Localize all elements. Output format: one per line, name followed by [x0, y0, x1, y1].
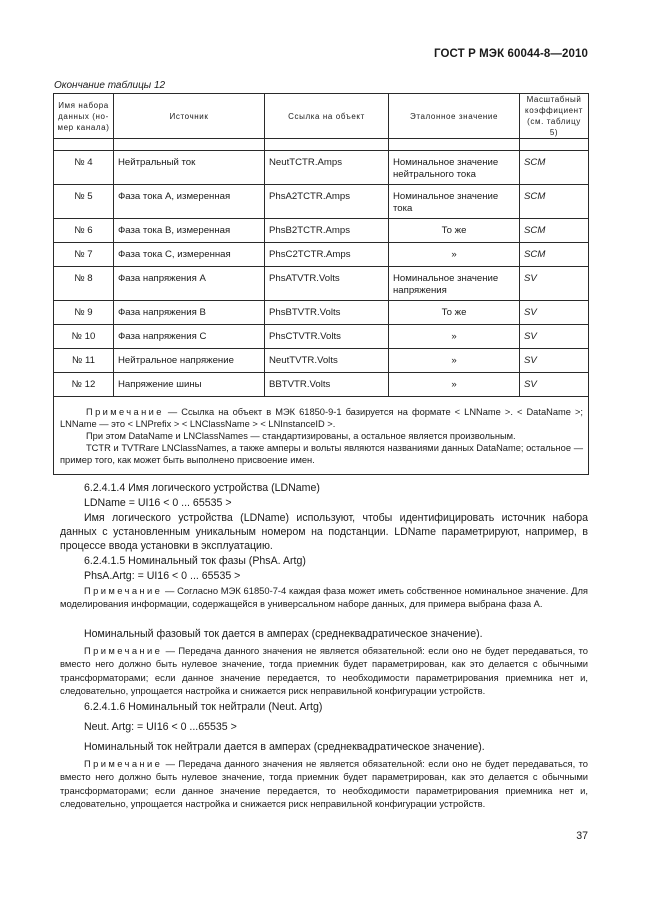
cell-object-ref: NeutTCTR.Amps: [265, 151, 389, 185]
cell-source: Нейтральное напряжение: [114, 349, 265, 373]
phase-current-text: Номинальный фазовый ток дается в амперах (среднеквадратическое значение).: [84, 628, 483, 640]
note-label-3: Примечание: [84, 645, 163, 656]
cell-scale-factor: SCM: [520, 185, 589, 219]
cell-source: Фаза тока С, измеренная: [114, 243, 265, 267]
col-header-reference-value: Эталонное значение: [389, 94, 520, 139]
note-label-4: Примечание: [84, 758, 163, 769]
note-phase-a: [60, 584, 588, 611]
cell-source: Фаза тока В, измеренная: [114, 219, 265, 243]
cell-scale-factor: SCM: [520, 243, 589, 267]
body-section-ldname: [60, 481, 588, 583]
table-row: [54, 349, 589, 373]
note-transmission-2: [60, 757, 588, 811]
heading-6-2-4-1-6: 6.2.4.1.6 Номинальный ток нейтрали (Neut. Artg): [84, 701, 323, 713]
col-header-scale-factor: Масштабный коэффициент (см. таблицу 5): [520, 94, 589, 139]
note-text-1: — Ссылка на объект в МЭК 61850-9-1 базируется на формате < LNName >. < DataName >; LNName — это < LNPrefix > < LNClassName > < LNInstanceID >.: [60, 407, 583, 429]
cell-reference-value: Номинальное значение напряжения: [389, 267, 520, 301]
note-transmission-1: [60, 644, 588, 698]
heading-6-2-4-1-4: 6.2.4.1.4 Имя логического устройства (LDName): [84, 482, 320, 494]
cell-dataset-number: № 4: [54, 151, 114, 185]
formula-neut-artg: Neut. Artg: = UI16 < 0 ...65535 >: [84, 721, 237, 733]
table-row: [54, 151, 589, 185]
cell-dataset-number: № 12: [54, 373, 114, 397]
note-label: Примечание: [86, 407, 164, 417]
cell-reference-value: То же: [389, 219, 520, 243]
cell-reference-value: »: [389, 325, 520, 349]
col-header-dataset: Имя набора данных (но- мер канала): [54, 94, 114, 139]
cell-object-ref: NeutTVTR.Volts: [265, 349, 389, 373]
cell-reference-value: »: [389, 243, 520, 267]
note-transmission-1-text: — Передача данного значения не является обязательной: если оно не будет передаваться, то вместо него должно быть нулевое значение, тогда приемник будет параметрирован, как это делается с обычными трансформаторами; если данное значение передается, то необходимости параметрирования приемника нет и, следовательно, упрощается настройка и снижается риск неправильной конфигурации устройств.: [60, 645, 589, 697]
cell-object-ref: PhsCTVTR.Volts: [265, 325, 389, 349]
cell-scale-factor: SCM: [520, 219, 589, 243]
formula-ldname: LDName = UI16 < 0 ... 65535 >: [84, 497, 232, 509]
cell-object-ref: PhsB2TCTR.Amps: [265, 219, 389, 243]
cell-source: Нейтральный ток: [114, 151, 265, 185]
cell-dataset-number: № 6: [54, 219, 114, 243]
formula-phsa-artg: PhsA.Artg: = UI16 < 0 ... 65535 >: [84, 570, 241, 582]
cell-reference-value: Номинальное значение нейтрального тока: [389, 151, 520, 185]
table-spacer-row: [54, 139, 589, 151]
cell-object-ref: PhsATVTR.Volts: [265, 267, 389, 301]
note-phase-a-text: — Согласно МЭК 61850-7-4 каждая фаза может иметь собственное номинальное значение. Для моделирования информации, содержащейся в универсальном наборе данных, для примера выбрана фаза А.: [60, 585, 588, 610]
cell-reference-value: »: [389, 373, 520, 397]
cell-dataset-number: № 7: [54, 243, 114, 267]
cell-dataset-number: № 10: [54, 325, 114, 349]
heading-6-2-4-1-5: 6.2.4.1.5 Номинальный ток фазы (PhsA. Artg): [84, 555, 306, 567]
cell-source: Фаза напряжения А: [114, 267, 265, 301]
table-row: [54, 301, 589, 325]
cell-dataset-number: № 11: [54, 349, 114, 373]
cell-scale-factor: SV: [520, 267, 589, 301]
body-section-neutral: [60, 700, 588, 754]
cell-scale-factor: SV: [520, 325, 589, 349]
col-header-source: Источник: [114, 94, 265, 139]
cell-object-ref: PhsA2TCTR.Amps: [265, 185, 389, 219]
cell-source: Фаза напряжения В: [114, 301, 265, 325]
cell-dataset-number: № 8: [54, 267, 114, 301]
table-caption: Окончание таблицы 12: [54, 80, 166, 91]
table-note: [54, 397, 589, 475]
cell-reference-value: Номинальное значение тока: [389, 185, 520, 219]
cell-object-ref: BBTVTR.Volts: [265, 373, 389, 397]
cell-object-ref: PhsBTVTR.Volts: [265, 301, 389, 325]
cell-source: Фаза тока А, измеренная: [114, 185, 265, 219]
note-text-2: При этом DataName и LNClassNames — стандартизированы, а остальное является произвольным.: [86, 431, 516, 441]
table-row: [54, 373, 589, 397]
note-label-2: Примечание: [84, 585, 163, 596]
cell-scale-factor: SV: [520, 349, 589, 373]
table-row: [54, 185, 589, 219]
table-row: [54, 243, 589, 267]
paragraph-ldname: Имя логического устройства (LDName) используют, чтобы идентифицировать источник набора данных с установленным уникальным номером на подстанции. LDName параметрируют, например, в процессе ввода установки в эксплуатацию.: [60, 512, 588, 552]
table-header-row: [54, 94, 589, 139]
paragraph-neutral-current: Номинальный ток нейтрали дается в амперах (среднеквадратическое значение).: [84, 741, 485, 753]
page-number: 37: [576, 830, 588, 842]
table-row: [54, 325, 589, 349]
cell-source: Напряжение шины: [114, 373, 265, 397]
data-table: [53, 93, 589, 475]
cell-object-ref: PhsC2TCTR.Amps: [265, 243, 389, 267]
cell-source: Фаза напряжения С: [114, 325, 265, 349]
standard-header: ГОСТ Р МЭК 60044-8—2010: [434, 48, 588, 60]
paragraph-phase-current: [60, 627, 588, 641]
cell-dataset-number: № 5: [54, 185, 114, 219]
table-row: [54, 267, 589, 301]
note-text-3: TCTR и TVTRare LNClassNames, а также амперы и вольты являются названиями данных DataName; остальное — пример того, как может быть выполнено присвоение имен.: [60, 443, 583, 465]
table-row: [54, 219, 589, 243]
cell-scale-factor: SCM: [520, 151, 589, 185]
table-note-row: [54, 397, 589, 475]
cell-reference-value: То же: [389, 301, 520, 325]
cell-dataset-number: № 9: [54, 301, 114, 325]
cell-reference-value: »: [389, 349, 520, 373]
col-header-object-ref: Ссылка на объект: [265, 94, 389, 139]
cell-scale-factor: SV: [520, 301, 589, 325]
cell-scale-factor: SV: [520, 373, 589, 397]
note-transmission-2-text: — Передача данного значения не является обязательной: если оно не будет передаваться, то вместо него должно быть нулевое значение, тогда приемник будет параметрирован, как это делается с обычными трансформаторами; если данное значение передается, то необходимости параметрирования приемника нет и, следовательно, упрощается настройка и снижается риск неправильной конфигурации устройств.: [60, 758, 589, 810]
